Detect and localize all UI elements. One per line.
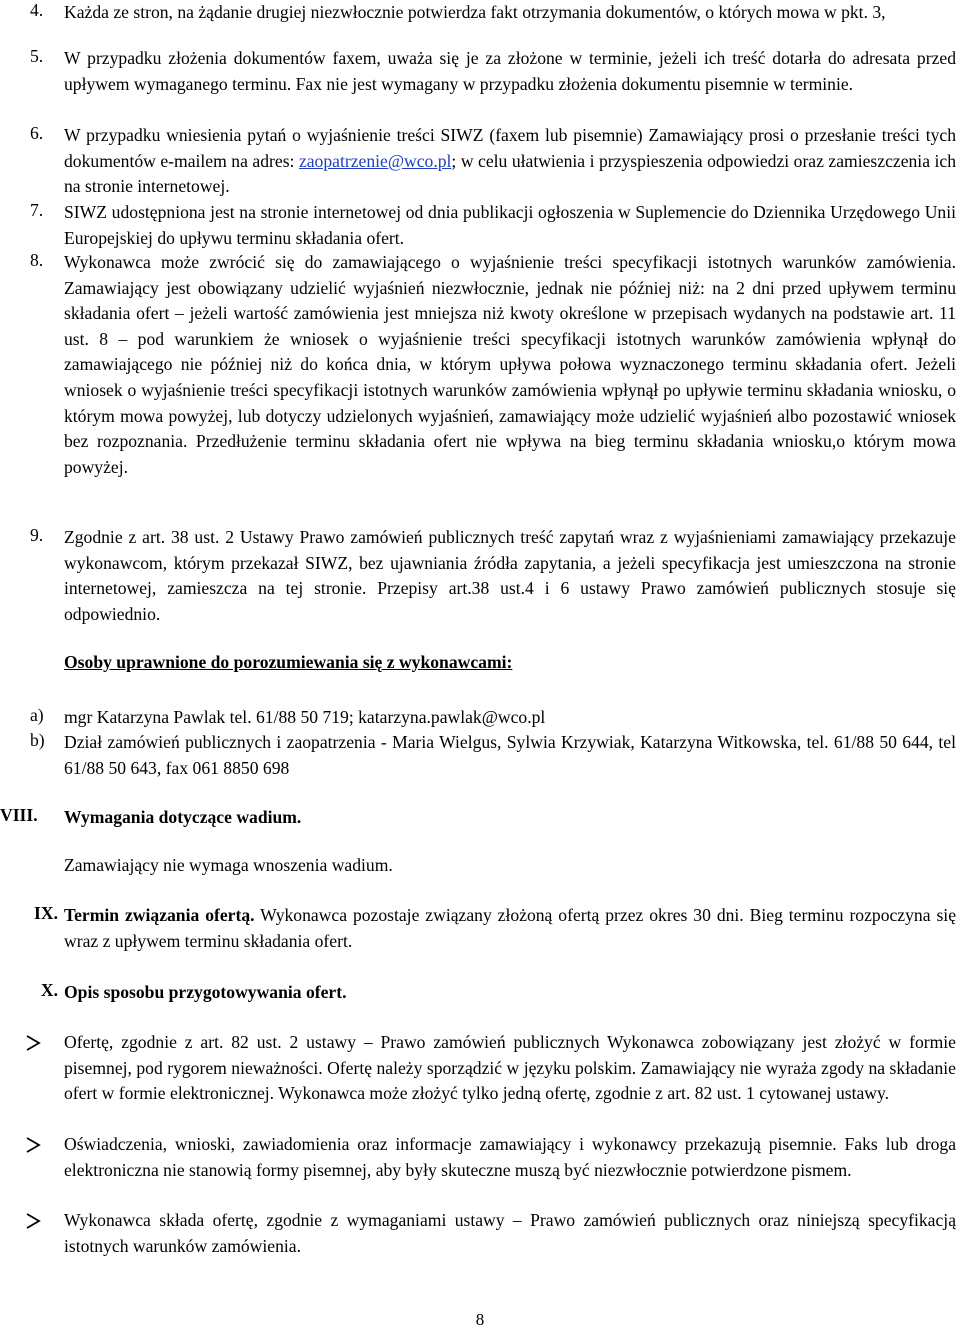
list-item [30,250,956,480]
contacts-heading: Osoby uprawnione do porozumiewania się z wykonawcami: [64,652,513,672]
bullet-item [24,1208,956,1259]
bullet-text: Wykonawca składa ofertę, zgodnie z wymaganiami ustawy – Prawo zamówień publicznych oraz niniejszą specyfikacją istotnych warunków zamówienia. [64,1210,956,1256]
item-number: 5. [30,46,44,66]
section-title: Wymagania dotyczące wadium. [64,807,302,827]
contact-item [30,730,956,781]
arrow-bullet-icon [24,1208,64,1259]
item-number: 9. [30,525,44,545]
section-text: Termin związania ofertą. Wykonawca pozostaje związany złożoną ofertą przez okres 30 dni. Bieg terminu rozpoczyna się wraz z upływem terminu składania ofert. [64,905,956,951]
list-item [30,123,956,200]
section-number: VIII. [0,805,38,825]
item-text: Zgodnie z art. 38 ust. 2 Ustawy Prawo zamówień publicznych treść zapytań wraz z wyjaśnieniami zamawiający przekazuje wykonawcom, którym przekazał SIWZ, bez ujawniania źródła zapytania, a jeżeli specyfikacja jest umieszczona na stronie internetowej, zamieszcza na tej stronie. Przepisy art.38 ust.4 i 6 ustawy Prawo zamówień publicznych stosuje się odpowiednio. [64,527,956,624]
bullet-text: Oświadczenia, wnioski, zawiadomienia oraz informacje zamawiający i wykonawcy przekazują pisemnie. Faks lub droga elektroniczna nie stanowią formy pisemnej, aby były skuteczne muszą być niezwłocznie potwierdzone pismem. [64,1134,956,1180]
item-number: 7. [30,200,44,220]
item-text: Każda ze stron, na żądanie drugiej niezwłocznie potwierdza fakt otrzymania dokumentów, o których mowa w pkt. 3, [64,2,886,22]
contact-text: Dział zamówień publicznych i zaopatrzenia - Maria Wielgus, Sylwia Krzywiak, Katarzyna Witkowska, tel. 61/88 50 644, tel 61/88 50 643, fax 061 8850 698 [64,732,956,778]
section-heading [0,980,956,1006]
section-number: X. [40,980,58,1000]
section-title: Termin związania ofertą. [64,905,255,925]
section-body: Zamawiający nie wymaga wnoszenia wadium. [64,855,393,875]
contact-item [30,705,956,731]
contact-text: mgr Katarzyna Pawlak tel. 61/88 50 719; katarzyna.pawlak@wco.pl [64,707,546,727]
bullet-item [24,1132,956,1183]
section-heading [0,903,956,954]
bullet-item [24,1030,956,1107]
section-number: IX. [34,903,58,923]
item-text: SIWZ udostępniona jest na stronie internetowej od dnia publikacji ogłoszenia w Suplemencie do Dziennika Urzędowego Unii Europejskiej do upływu terminu składania ofert. [64,202,956,248]
list-item [30,46,956,97]
contact-letter: a) [30,705,44,725]
section-title: Opis sposobu przygotowywania ofert. [64,982,347,1002]
item-text: W przypadku złożenia dokumentów faxem, uważa się je za złożone w terminie, jeżeli ich treść dotarła do adresata przed upływem wymaganego terminu. Fax nie jest wymagany w przypadku złożenia dokumentu pisemnie w terminie. [64,48,956,94]
item-text: W przypadku wniesienia pytań o wyjaśnienie treści SIWZ (faxem lub pisemnie) Zamawiający prosi o przesłanie treści tych dokumentów e-mailem na adres: zaopatrzenie@wco.pl; w celu ułatwienia i przyspieszenia odpowiedzi oraz zamieszczenia ich na stronie internetowej. [64,125,957,197]
page-number: 8 [475,1310,485,1329]
item-number: 8. [30,250,44,270]
section-heading [0,805,956,831]
bullet-text: Ofertę, zgodnie z art. 82 ust. 2 ustawy – Prawo zamówień publicznych Wykonawca zobowiązany jest złożyć w formie pisemnej, pod rygorem nieważności. Ofertę należy sporządzić w języku polskim. Zamawiający nie wyraża zgody na składanie ofert w formie elektronicznej. Wykonawca może złożyć tylko jedną ofertę, zgodnie z art. 82 ust. 1 cytowanej ustawy. [64,1032,956,1104]
contact-letter: b) [30,730,45,750]
list-item [30,200,956,251]
arrow-bullet-icon [24,1132,64,1183]
item-number: 6. [30,123,44,143]
email-link[interactable]: zaopatrzenie@wco.pl [298,150,452,171]
list-item [30,525,956,627]
list-item [30,0,956,26]
item-number: 4. [30,0,44,20]
arrow-bullet-icon [24,1030,64,1107]
item-text: Wykonawca może zwrócić się do zamawiającego o wyjaśnienie treści specyfikacji istotnych warunków zamówienia. Zamawiający jest obowiązany udzielić wyjaśnień niezwłocznie, jednak nie później niż: na 2 dni przed upływem terminu składania ofert – jeżeli wartość zamówienia jest mniejsza niż kwoty określone w przepisach wydanych na podstawie art. 11 ust. 8 – pod warunkiem że wniosek o wyjaśnienie treści specyfikacji istotnych warunków zamówienia wpłynął do zamawiającego nie później niż do końca dnia, w którym upływa połowa wyznaczonego terminu składania ofert. Jeżeli wniosek o wyjaśnienie treści specyfikacji istotnych warunków zamówienia wpłynął po upływie terminu składania wniosku, o którym mowa powyżej, lub dotyczy udzielonych wyjaśnień, zamawiający może udzielić wyjaśnień albo pozostawić wniosek bez rozpoznania. Przedłużenie terminu składania ofert nie wpływa na bieg terminu składania wniosku,o którym mowa powyżej. [64,252,956,477]
